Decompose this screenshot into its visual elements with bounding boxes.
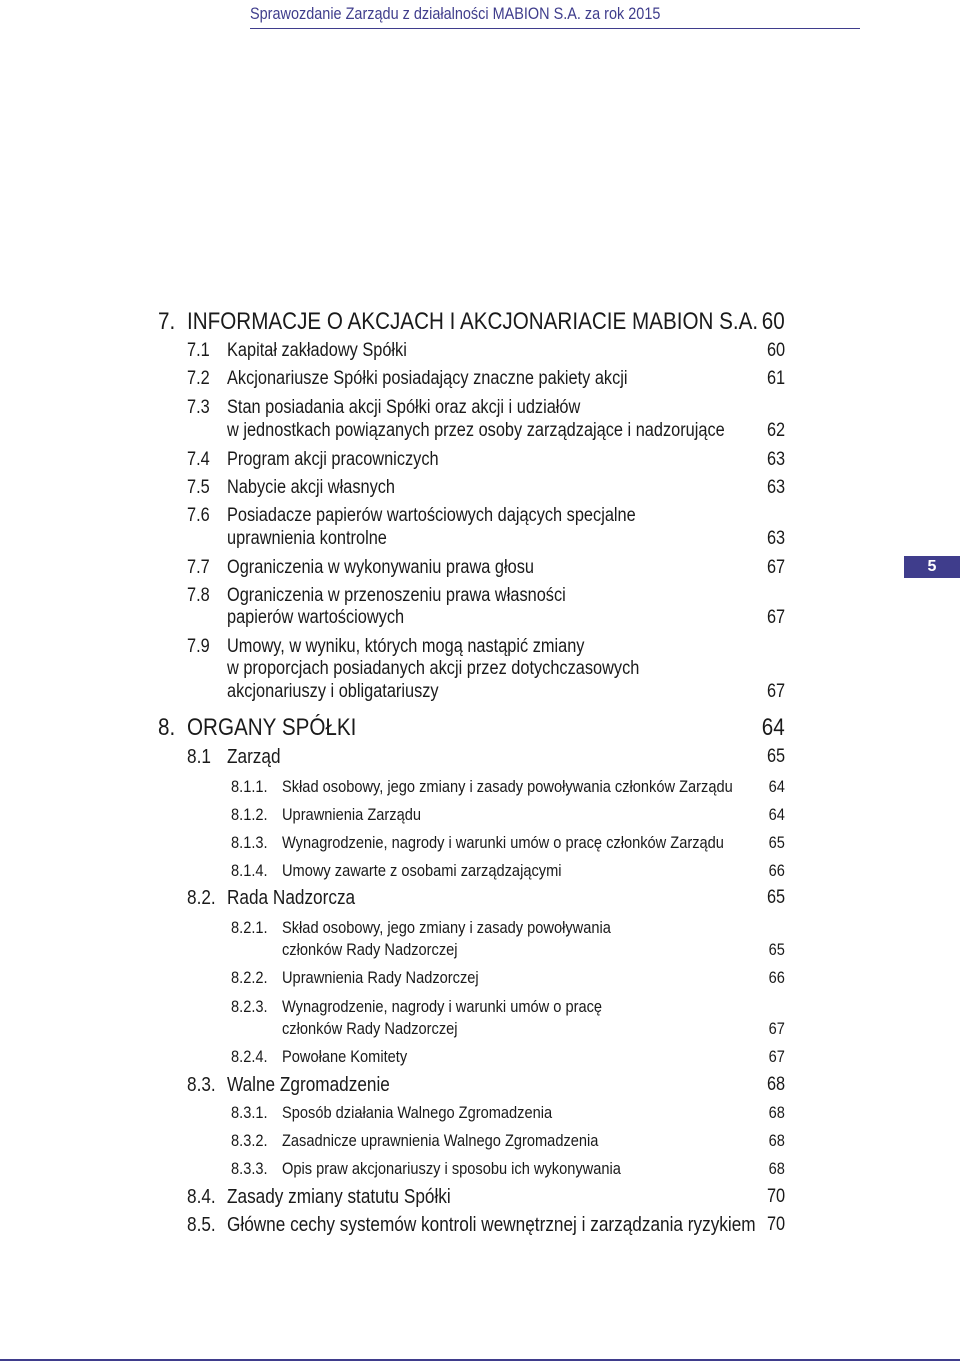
toc-entry-title: Opis praw akcjonariuszy i sposobu ich wykonywania (282, 1159, 621, 1178)
toc-entry-number: 8.1.1. (231, 777, 268, 796)
toc-entry-title-continued: papierów wartościowych (227, 607, 405, 628)
toc-entry-number: 8.3.3. (231, 1159, 268, 1178)
toc-entry-title-continued: członków Rady Nadzorczej (282, 1019, 458, 1038)
toc-page-number: 63 (766, 528, 785, 549)
toc-entry-title-continued: członków Rady Nadzorczej (282, 940, 458, 959)
toc-entry-number: 8.3.1. (231, 1103, 268, 1122)
toc-entry-number: 8.2. (187, 887, 216, 909)
toc-entry-title: Umowy, w wyniku, których mogą nastąpić zmiany (227, 636, 585, 657)
toc-entry-number: 8. (158, 714, 176, 741)
toc-entry-title-continued: akcjonariuszy i obligatariuszy (227, 681, 439, 702)
toc-entry-title: Uprawnienia Rady Nadzorczej (282, 968, 479, 987)
toc-page-number: 66 (768, 861, 785, 880)
toc-page-number: 68 (768, 1131, 785, 1150)
toc-entry-number: 7.5 (187, 477, 210, 498)
toc-entry-title: Uprawnienia Zarządu (282, 805, 421, 824)
toc-page-number: 66 (768, 968, 785, 987)
toc-entry-title: Wynagrodzenie, nagrody i warunki umów o pracę członków Zarządu (282, 833, 724, 852)
toc-entry-title: Sposób działania Walnego Zgromadzenia (282, 1103, 553, 1122)
toc-entry-number: 8.1 (187, 746, 211, 768)
toc-entry-title: Program akcji pracowniczych (227, 449, 439, 470)
page-number-tab: 5 (904, 556, 960, 578)
toc-entry-title: Ograniczenia w przenoszeniu prawa własności (227, 585, 566, 606)
toc-page-number: 67 (766, 607, 785, 628)
toc-entry-number: 7.2 (187, 368, 210, 389)
toc-page-number: 68 (768, 1103, 785, 1122)
toc-entry-number: 8.1.4. (231, 861, 268, 880)
toc-page-number: 63 (766, 477, 785, 498)
toc-entry-number: 7.4 (187, 449, 210, 470)
toc-page-number: 65 (766, 746, 785, 767)
toc-page-number: 62 (766, 420, 785, 441)
toc-entry-title: Posiadacze papierów wartościowych dających specjalne (227, 505, 636, 526)
toc-entry-title: Skład osobowy, jego zmiany i zasady powoływania członków Zarządu (282, 777, 733, 796)
toc-page-number: 65 (768, 940, 785, 959)
toc-entry-title: Nabycie akcji własnych (227, 477, 396, 498)
toc-entry-number: 8.4. (187, 1186, 216, 1208)
toc-entry-title: Wynagrodzenie, nagrody i warunki umów o pracę (282, 997, 603, 1016)
toc-entry-number: 7. (158, 308, 176, 335)
toc-page-number: 65 (766, 887, 785, 908)
toc-section-title: ORGANY SPÓŁKI (187, 714, 357, 741)
toc-entry-title-continued: uprawnienia kontrolne (227, 528, 387, 549)
footer-divider (0, 1359, 960, 1361)
toc-page-number: 68 (768, 1159, 785, 1178)
toc-entry-number: 8.3. (187, 1074, 216, 1096)
toc-entry-number: 7.3 (187, 397, 210, 418)
toc-entry-number: 7.6 (187, 505, 210, 526)
toc-entry-title: Zasadnicze uprawnienia Walnego Zgromadzenia (282, 1131, 599, 1150)
toc-page-number: 67 (766, 557, 785, 578)
toc-page-number: 67 (768, 1019, 785, 1038)
toc-section-title: INFORMACJE O AKCJACH I AKCJONARIACIE MABION S.A. (187, 308, 759, 335)
toc-entry-title: Powołane Komitety (282, 1047, 408, 1066)
toc-entry-title: Skład osobowy, jego zmiany i zasady powoływania (282, 918, 611, 937)
toc-entry-title: Ograniczenia w wykonywaniu prawa głosu (227, 557, 534, 578)
toc-page-number: 64 (768, 805, 785, 824)
toc-entry-title: Zasady zmiany statutu Spółki (227, 1186, 451, 1208)
toc-page-number: 67 (766, 681, 785, 702)
toc-entry-number: 7.8 (187, 585, 210, 606)
toc-page-number: 70 (766, 1214, 785, 1235)
toc-entry-title-continued: w jednostkach powiązanych przez osoby zarządzające i nadzorujące (227, 420, 725, 441)
toc-page-number: 63 (766, 449, 785, 470)
toc-entry-number: 8.2.3. (231, 997, 268, 1016)
toc-entry-title: Rada Nadzorcza (227, 887, 356, 909)
toc-entry-number: 8.2.1. (231, 918, 268, 937)
toc-page-number: 64 (762, 714, 785, 741)
toc-entry-number: 8.2.4. (231, 1047, 268, 1066)
toc-page-number: 61 (766, 368, 785, 389)
toc-entry-number: 7.7 (187, 557, 210, 578)
toc-entry-title: Walne Zgromadzenie (227, 1074, 390, 1096)
toc-page-number: 65 (768, 833, 785, 852)
toc-entry-title: Umowy zawarte z osobami zarządzającymi (282, 861, 562, 880)
toc-page-number: 60 (762, 308, 785, 335)
toc-page-number: 60 (766, 340, 785, 361)
toc-entry-number: 8.1.3. (231, 833, 268, 852)
toc-entry-number: 8.2.2. (231, 968, 268, 987)
toc-entry-number: 7.1 (187, 340, 210, 361)
toc-page-number: 64 (768, 777, 785, 796)
toc-page-number: 70 (766, 1186, 785, 1207)
toc-entry-number: 8.5. (187, 1214, 216, 1236)
toc-page-number: 67 (768, 1047, 785, 1066)
toc-entry-number: 7.9 (187, 636, 210, 657)
toc-entry-number: 8.3.2. (231, 1131, 268, 1150)
toc-entry-title-continued: w proporcjach posiadanych akcji przez dotychczasowych (227, 658, 640, 679)
toc-page-number: 68 (766, 1074, 785, 1095)
toc-entry-title: Kapitał zakładowy Spółki (227, 340, 407, 361)
toc-entry-number: 8.1.2. (231, 805, 268, 824)
toc-entry-title: Główne cechy systemów kontroli wewnętrznej i zarządzania ryzykiem (227, 1214, 756, 1236)
toc-entry-title: Akcjonariusze Spółki posiadający znaczne pakiety akcji (227, 368, 628, 389)
toc-entry-title: Stan posiadania akcji Spółki oraz akcji i udziałów (227, 397, 581, 418)
toc-entry-title: Zarząd (227, 746, 281, 768)
document-header-title: Sprawozdanie Zarządu z działalności MABION S.A. za rok 2015 (250, 4, 661, 23)
